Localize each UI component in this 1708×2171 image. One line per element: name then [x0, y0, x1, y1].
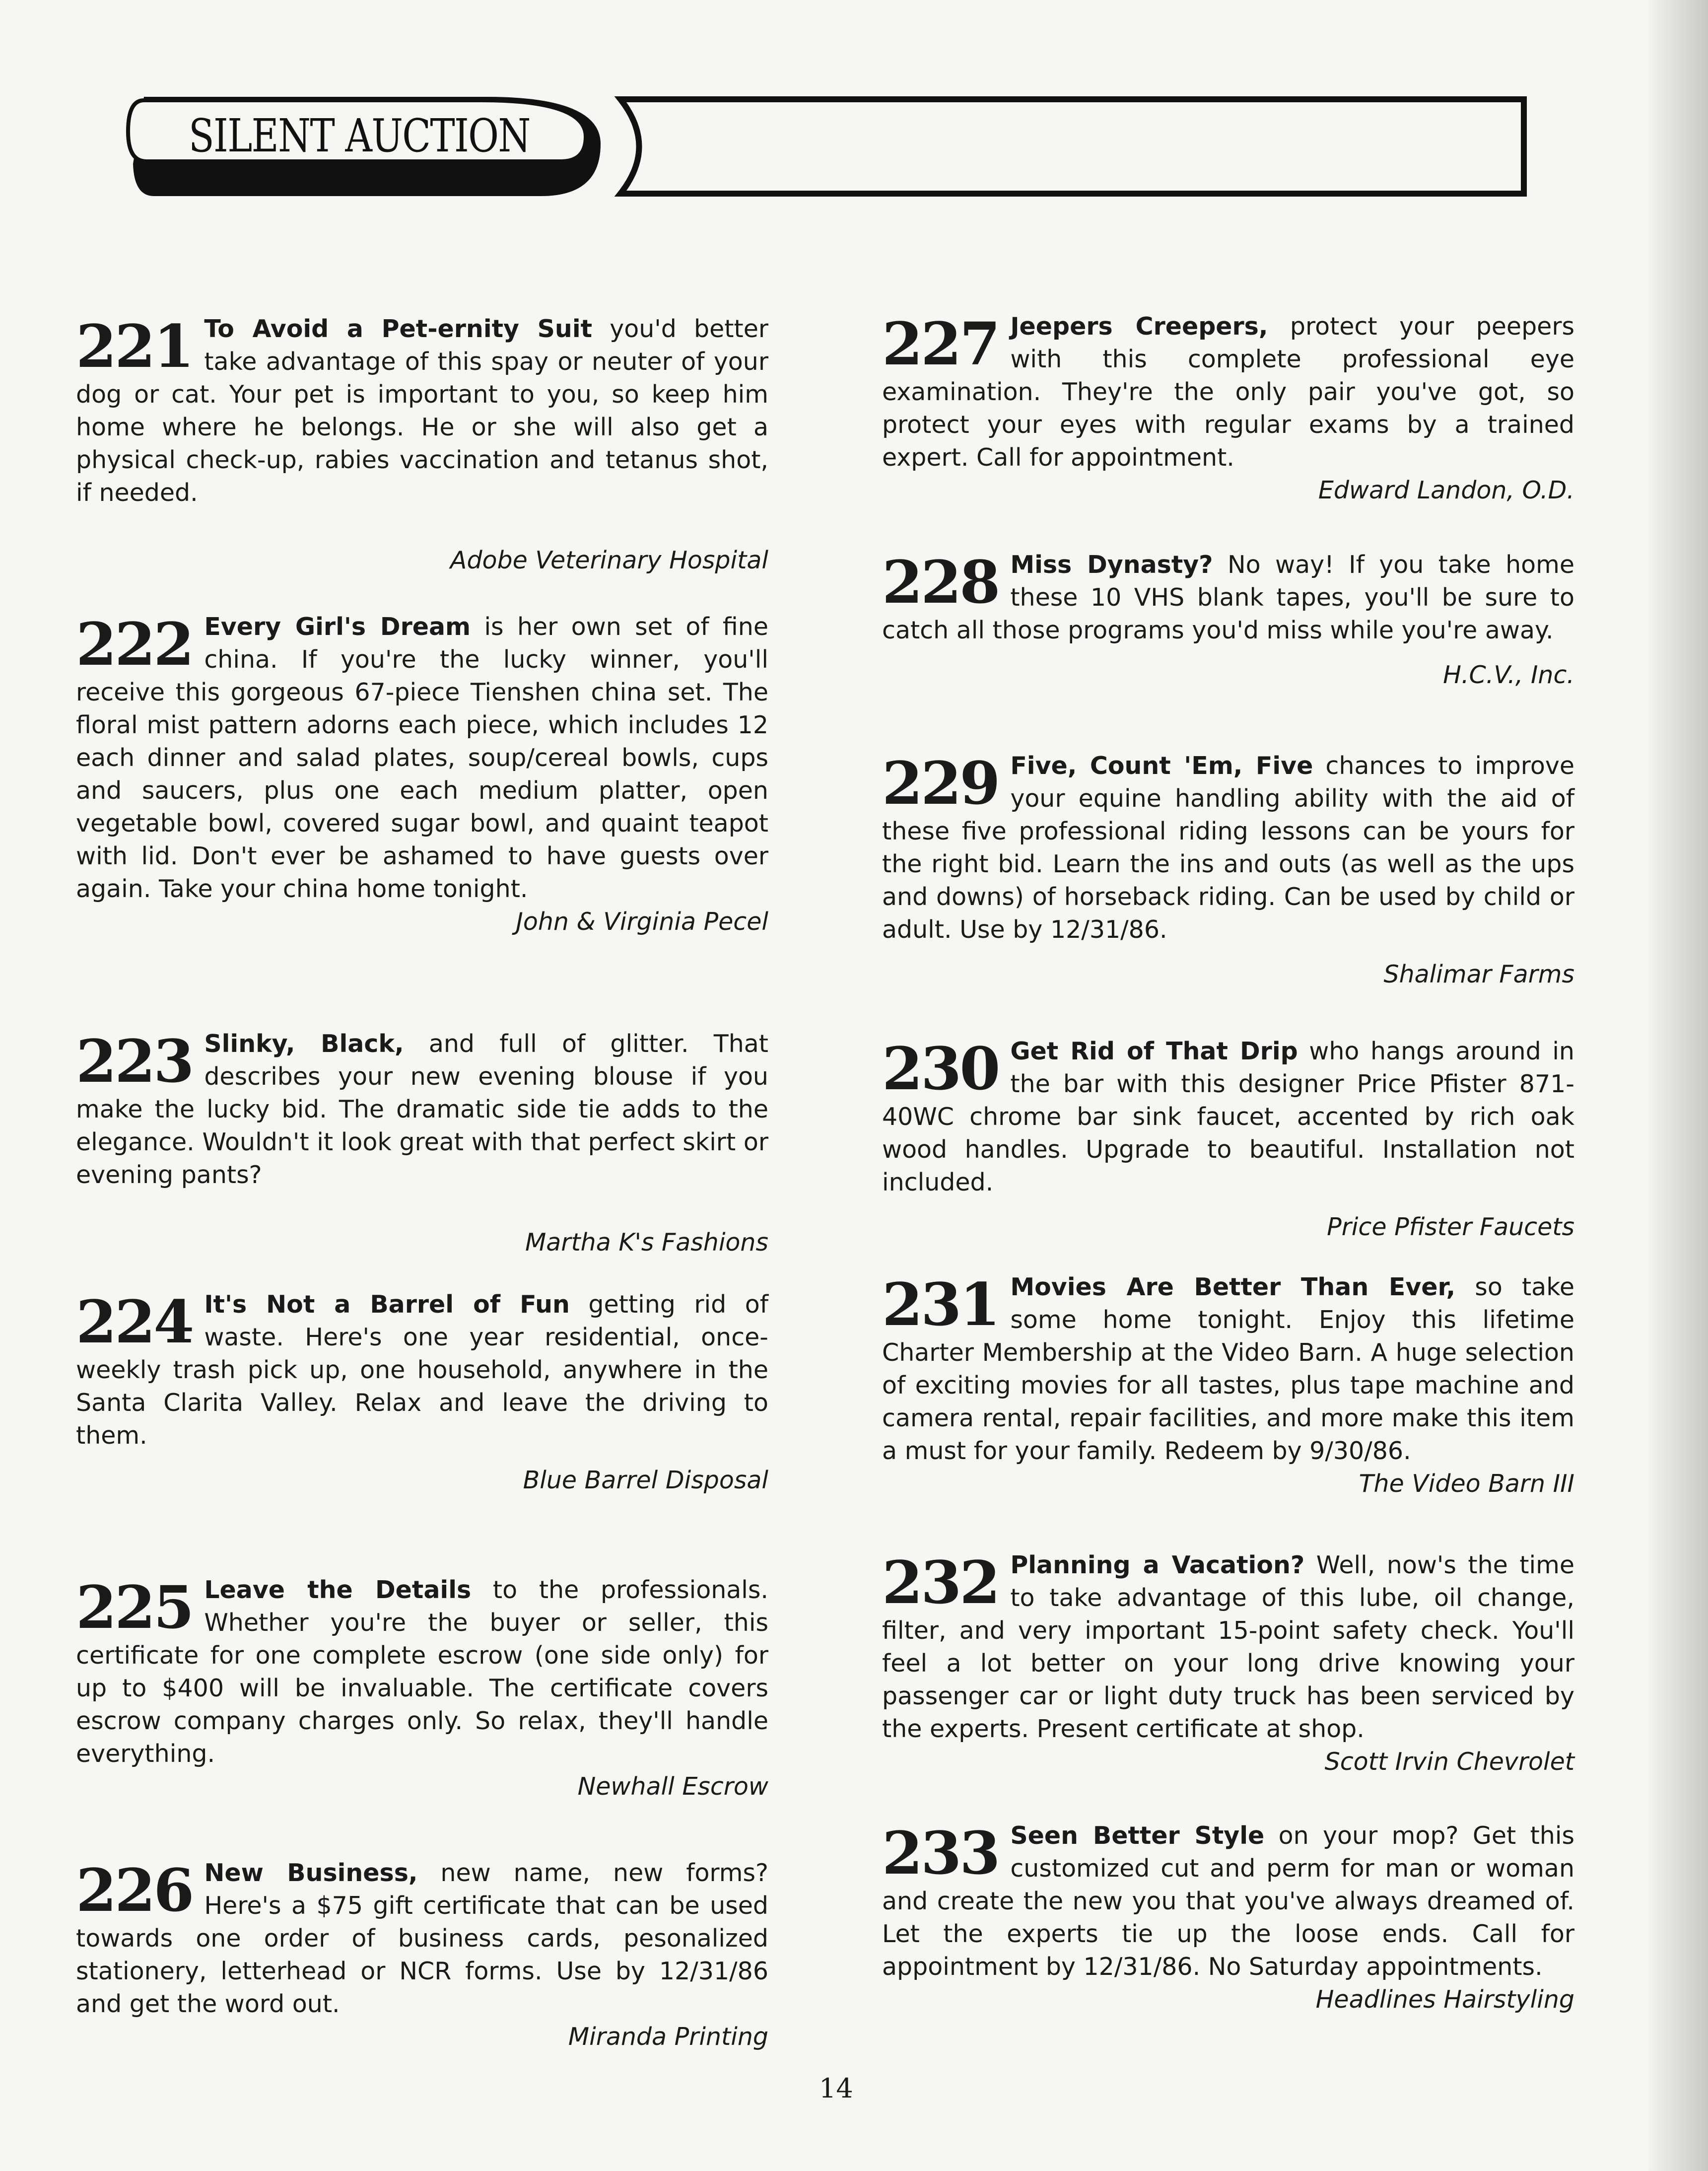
item-sponsor: The Video Barn III [1359, 1470, 1574, 1498]
item-description: protect your peepers with this complete professional eye examination. They're the only pair you've got, so protect your eyes with regular exams by a trained expert. Call for appointment. [882, 312, 1574, 472]
item-sponsor: Blue Barrel Disposal [523, 1466, 768, 1494]
item-lead: Slinky, Black, [204, 1030, 404, 1058]
auction-item [882, 310, 1574, 507]
item-number: 229 [882, 749, 999, 818]
item-number: 227 [882, 309, 999, 378]
item-sponsor: Adobe Veterinary Hospital [450, 546, 768, 574]
item-number: 233 [882, 1819, 999, 1888]
item-sponsor: Headlines Hairstyling [1315, 1985, 1574, 2014]
item-description: so take some home tonight. Enjoy this lifetime Charter Membership at the Video Barn. A huge selection of exciting movies for all tastes, plus tape machine and camera rental, repair facilities, and more make this item a must for your family. Redeem by 9/30/86. [882, 1273, 1574, 1465]
auction-item [76, 1288, 768, 1497]
item-description: you'd better take advantage of this spay or neuter of your dog or cat. Your pet is important to you, so keep him home where he belongs. He or she will also get a physical check-up, rabies vaccination and tetanus shot, if needed. [76, 315, 768, 507]
item-sponsor: Shalimar Farms [1383, 960, 1574, 988]
auction-item [882, 750, 1574, 991]
item-lead: New Business, [204, 1859, 418, 1887]
item-sponsor: Miranda Printing [568, 2023, 768, 2051]
item-description: on your mop? Get this customized cut and perm for man or woman and create the new you that you've always dreamed of. Let the experts tie up the loose ends. Call for appointment by 12/31/86. No Saturday appointments. [882, 1821, 1574, 1981]
auction-item [882, 1035, 1574, 1244]
item-description: to the professionals. Whether you're the buyer or seller, this certificate for one complete escrow (one side only) for up to $400 will be invaluable. The certificate covers escrow company charges only. So relax, they'll handle everything. [76, 1576, 768, 1768]
item-number: 230 [882, 1034, 999, 1103]
auction-item [76, 313, 768, 577]
item-number: 225 [76, 1573, 193, 1642]
auction-item [76, 1857, 768, 2053]
item-lead: Leave the Details [204, 1576, 472, 1604]
item-description: chances to improve your equine handling ability with the aid of these five professional riding lessons can be yours for the right bid. Learn the ins and outs (as well as the ups and downs) of horseback riding. Can be used by child or adult. Use by 12/31/86. [882, 752, 1574, 944]
item-description: is her own set of fine china. If you're the lucky winner, you'll receive this gorgeous 67-piece Tienshen china set. The floral mist pattern adorns each piece, which includes 12 each dinner and salad plates, soup/cereal bowls, cups and saucers, plus one each medium platter, open vegetable bowl, covered sugar bowl, and quaint teapot with lid. Don't ever be ashamed to have guests over again. Take your china home tonight. [76, 613, 768, 903]
item-lead: Every Girl's Dream [204, 613, 471, 641]
item-sponsor: John & Virginia Pecel [516, 908, 768, 936]
item-number: 232 [882, 1548, 999, 1617]
item-number: 226 [76, 1856, 193, 1925]
item-lead: Five, Count 'Em, Five [1010, 752, 1313, 780]
item-lead: Movies Are Better Than Ever, [1010, 1273, 1456, 1301]
item-sponsor: Price Pfister Faucets [1327, 1213, 1574, 1241]
item-sponsor: H.C.V., Inc. [1443, 661, 1574, 689]
page-number: 14 [819, 2073, 853, 2104]
item-lead: Planning a Vacation? [1010, 1551, 1305, 1579]
item-sponsor: Scott Irvin Chevrolet [1324, 1748, 1574, 1776]
header-title: SILENT AUCTION [189, 109, 530, 162]
auction-item [882, 1271, 1574, 1500]
item-number: 224 [76, 1287, 193, 1356]
item-number: 231 [882, 1270, 999, 1339]
auction-item [882, 1549, 1574, 1778]
item-lead: Get Rid of That Drip [1010, 1037, 1298, 1065]
item-number: 221 [76, 312, 193, 381]
auction-item [76, 1574, 768, 1803]
auction-item [76, 1028, 768, 1259]
item-description: who hangs around in the bar with this designer Price Pfister 871-40WC chrome bar sink faucet, accented by rich oak wood handles. Upgrade to beautiful. Installation not included. [882, 1037, 1574, 1196]
item-description: No way! If you take home these 10 VHS blank tapes, you'll be sure to catch all those programs you'd miss while you're away. [882, 551, 1574, 644]
auction-item [76, 611, 768, 938]
page-edge-shadow [1648, 0, 1708, 2171]
section-header [124, 89, 1534, 209]
item-number: 223 [76, 1027, 193, 1096]
item-sponsor: Edward Landon, O.D. [1318, 476, 1574, 504]
auction-item [882, 549, 1574, 692]
item-description: new name, new forms? Here's a $75 gift certificate that can be used towards one order of business cards, pesonalized stationery, letterhead or NCR forms. Use by 12/31/86 and get the word out. [76, 1859, 768, 2018]
item-lead: It's Not a Barrel of Fun [204, 1290, 570, 1319]
auction-item [882, 1820, 1574, 2016]
item-number: 228 [882, 548, 999, 617]
item-lead: Miss Dynasty? [1010, 551, 1213, 579]
item-sponsor: Newhall Escrow [577, 1772, 768, 1801]
item-lead: Seen Better Style [1010, 1821, 1265, 1850]
item-number: 222 [76, 610, 193, 679]
item-sponsor: Martha K's Fashions [525, 1228, 768, 1257]
item-lead: To Avoid a Pet-ernity Suit [204, 315, 593, 343]
item-description: and full of glitter. That describes your new evening blouse if you make the lucky bid. The dramatic side tie adds to the elegance. Wouldn't it look great with that perfect skirt or evening pants? [76, 1030, 768, 1189]
item-lead: Jeepers Creepers, [1010, 312, 1268, 341]
item-description: getting rid of waste. Here's one year residential, once-weekly trash pick up, one household, anywhere in the Santa Clarita Valley. Relax and leave the driving to them. [76, 1290, 768, 1450]
item-description: Well, now's the time to take advantage of this lube, oil change, filter, and very important 15-point safety check. You'll feel a lot better on your long drive knowing your passenger car or light duty truck has been serviced by the experts. Present certificate at shop. [882, 1551, 1575, 1743]
